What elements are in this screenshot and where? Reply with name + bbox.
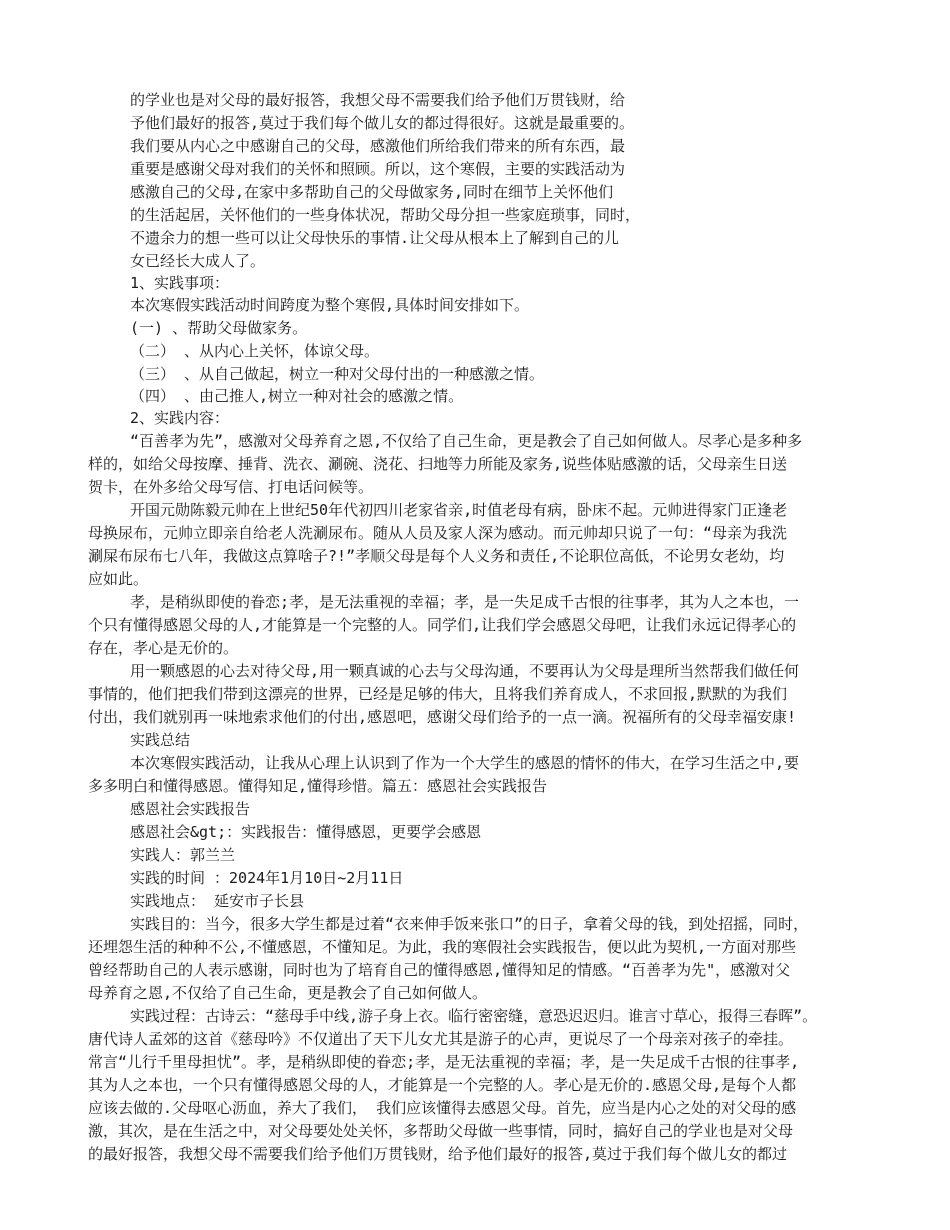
section-heading: 1、实践事项： — [130, 274, 230, 292]
text-line: 母换尿布，元帅立即亲自给老人洗涮尿布。随从人员及家人深为感动。而元帅却只说了一句：“母亲为我洗 — [88, 524, 788, 542]
text-line: 的生活起居，关怀他们的一些身体状况，帮助父母分担一些家庭琐事，同时， — [130, 206, 641, 224]
text-line: 常言“儿行千里母担忧”。孝，是稍纵即使的眷恋;孝，是无法重视的幸福；孝，是一失足成千古恨的往事孝, — [88, 1053, 800, 1071]
text-line: 不遗余力的想一些可以让父母快乐的事情.让父母从根本上了解到自己的儿 — [130, 229, 620, 247]
section-heading: 实践总结 — [130, 731, 191, 749]
text-line: 本次寒假实践活动时间跨度为整个寒假,具体时间安排如下。 — [130, 296, 530, 314]
text-line: 重要是感谢父母对我们的关怀和照顾。所以，这个寒假，主要的实践活动为 — [130, 160, 626, 178]
list-item: （二） 、从内心上关怀，体谅父母。 — [130, 342, 380, 360]
text-line: 的学业也是对父母的最好报答，我想父母不需要我们给予他们万贯钱财，给 — [130, 91, 626, 109]
text-line: 样的，如给父母按摩、捶背、洗衣、涮碗、浇花、扫地等力所能及家务,说些体贴感激的话，父母亲生日送 — [88, 455, 788, 473]
text-line: 曾经帮助自己的人表示感谢，同时也为了培育自己的懂得感恩,懂得知足的情感。“百善孝为先"，感激对父 — [88, 961, 791, 979]
section-heading: 2、实践内容： — [130, 409, 230, 427]
text-line: 的最好报答，我想父母不需要我们给予他们万贯钱财，给予他们最好的报答,莫过于我们每个做儿女的都过 — [88, 1145, 788, 1163]
report-title: 感恩社会实践报告 — [130, 800, 251, 818]
report-subtitle: 感恩社会&gt;：实践报告：懂得感恩，更要学会感恩 — [130, 823, 482, 841]
text-line: 贺卡，在外多给父母写信、打电话问候等。 — [88, 478, 374, 496]
text-line: 孝，是稍纵即使的眷恋;孝，是无法重视的幸福；孝，是一失足成千古恨的往事孝，其为人之本也，一 — [130, 593, 800, 611]
text-line: 涮屎布尿布七八年，我做这点算啥子?!”孝顺父母是每个人义务和责任,不论职位高低，不论男女老幼，均 — [88, 547, 785, 565]
text-line: 多多明白和懂得感恩。懂得知足,懂得珍惜。篇五：感恩社会实践报告 — [88, 777, 548, 795]
report-date: 实践的时间 ：2024年1月10日~2月11日 — [130, 869, 404, 887]
text-line: 唐代诗人孟郊的这首《慈母吟》不仅道出了天下儿女尤其是游子的心声，更说尽了一个母亲对孩子的牵挂。 — [88, 1030, 794, 1048]
text-line: 予他们最好的报答,莫过于我们每个做儿女的都过得很好。这就是最重要的。 — [130, 114, 635, 132]
text-line: 女已经长大成人了。 — [130, 252, 266, 270]
text-line: 应该去做的.父母呕心沥血，养大了我们， 我们应该懂得去感恩父母。首先，应当是内心之处的对父母的感 — [88, 1099, 797, 1117]
text-line: 存在，孝心是无价的。 — [88, 639, 239, 657]
text-line: 其为人之本也，一个只有懂得感恩父母的人，才能算是一个完整的人。孝心是无价的.感恩父母,是每个人都 — [88, 1076, 797, 1094]
text-line: 事情的，他们把我们带到这漂亮的世界，已经是足够的伟大，且将我们养育成人，不求回报,默默的为我们 — [88, 685, 788, 703]
text-line: 感激自己的父母,在家中多帮助自己的父母做家务,同时在细节上关怀他们 — [130, 183, 614, 201]
text-line: 本次寒假实践活动，让我从心理上认识到了作为一个大学生的感恩的情怀的伟大，在学习生活之中,要 — [130, 754, 800, 772]
text-line: 应如此。 — [88, 570, 149, 588]
text-line: 用一颗感恩的心去对待父母,用一颗真诚的心去与父母沟通，不要再认为父母是理所当然帮我们做任何 — [130, 662, 800, 680]
text-line: 实践过程：古诗云：“慈母手中线,游子身上衣。临行密密缝，意恐迟迟归。谁言寸草心，报得三春晖”。 — [130, 1007, 818, 1025]
report-author: 实践人：郭兰兰 — [130, 846, 236, 864]
text-line: 个只有懂得感恩父母的人,才能算是一个完整的人。同学们,让我们学会感恩父母吧，让我们永远记得孝心的 — [88, 616, 797, 634]
text-line: “百善孝为先”，感激对父母养育之恩,不仅给了自己生命，更是教会了自己如何做人。尽孝心是多种多 — [130, 432, 803, 450]
list-item: （四） 、由己推人,树立一种对社会的感激之情。 — [130, 387, 464, 405]
report-location: 实践地点： 延安市子长县 — [130, 892, 305, 910]
text-line: 实践目的：当今，很多大学生都是过着“衣来伸手饭来张口”的日子，拿着父母的钱，到处招摇，同时， — [130, 915, 809, 933]
text-line: 开国元勋陈毅元帅在上世纪50年代初四川老家省亲,时值老母有病，卧床不起。元帅进得家门正逢老 — [130, 501, 788, 519]
text-line: 母养育之恩,不仅给了自己生命，更是教会了自己如何做人。 — [88, 984, 488, 1002]
text-line: 我们要从内心之中感谢自己的父母，感激他们所给我们带来的所有东西，最 — [130, 137, 626, 155]
text-line: 付出，我们就别再一味地索求他们的付出,感恩吧，感谢父母们给予的一点一滴。祝福所有的父母幸福安康! — [88, 708, 797, 726]
text-line: 激，其次，是在生活之中，对父母要处处关怀，多帮助父母做一些事情，同时，搞好自己的学业也是对父母 — [88, 1122, 794, 1140]
text-line: 还埋怨生活的种种不公,不懂感恩，不懂知足。为此，我的寒假社会实践报告，便以此为契机,一方面对那些 — [88, 938, 797, 956]
list-item: (一) 、帮助父母做家务。 — [130, 319, 308, 337]
list-item: （三） 、从自己做起，树立一种对父母付出的一种感激之情。 — [130, 365, 545, 383]
